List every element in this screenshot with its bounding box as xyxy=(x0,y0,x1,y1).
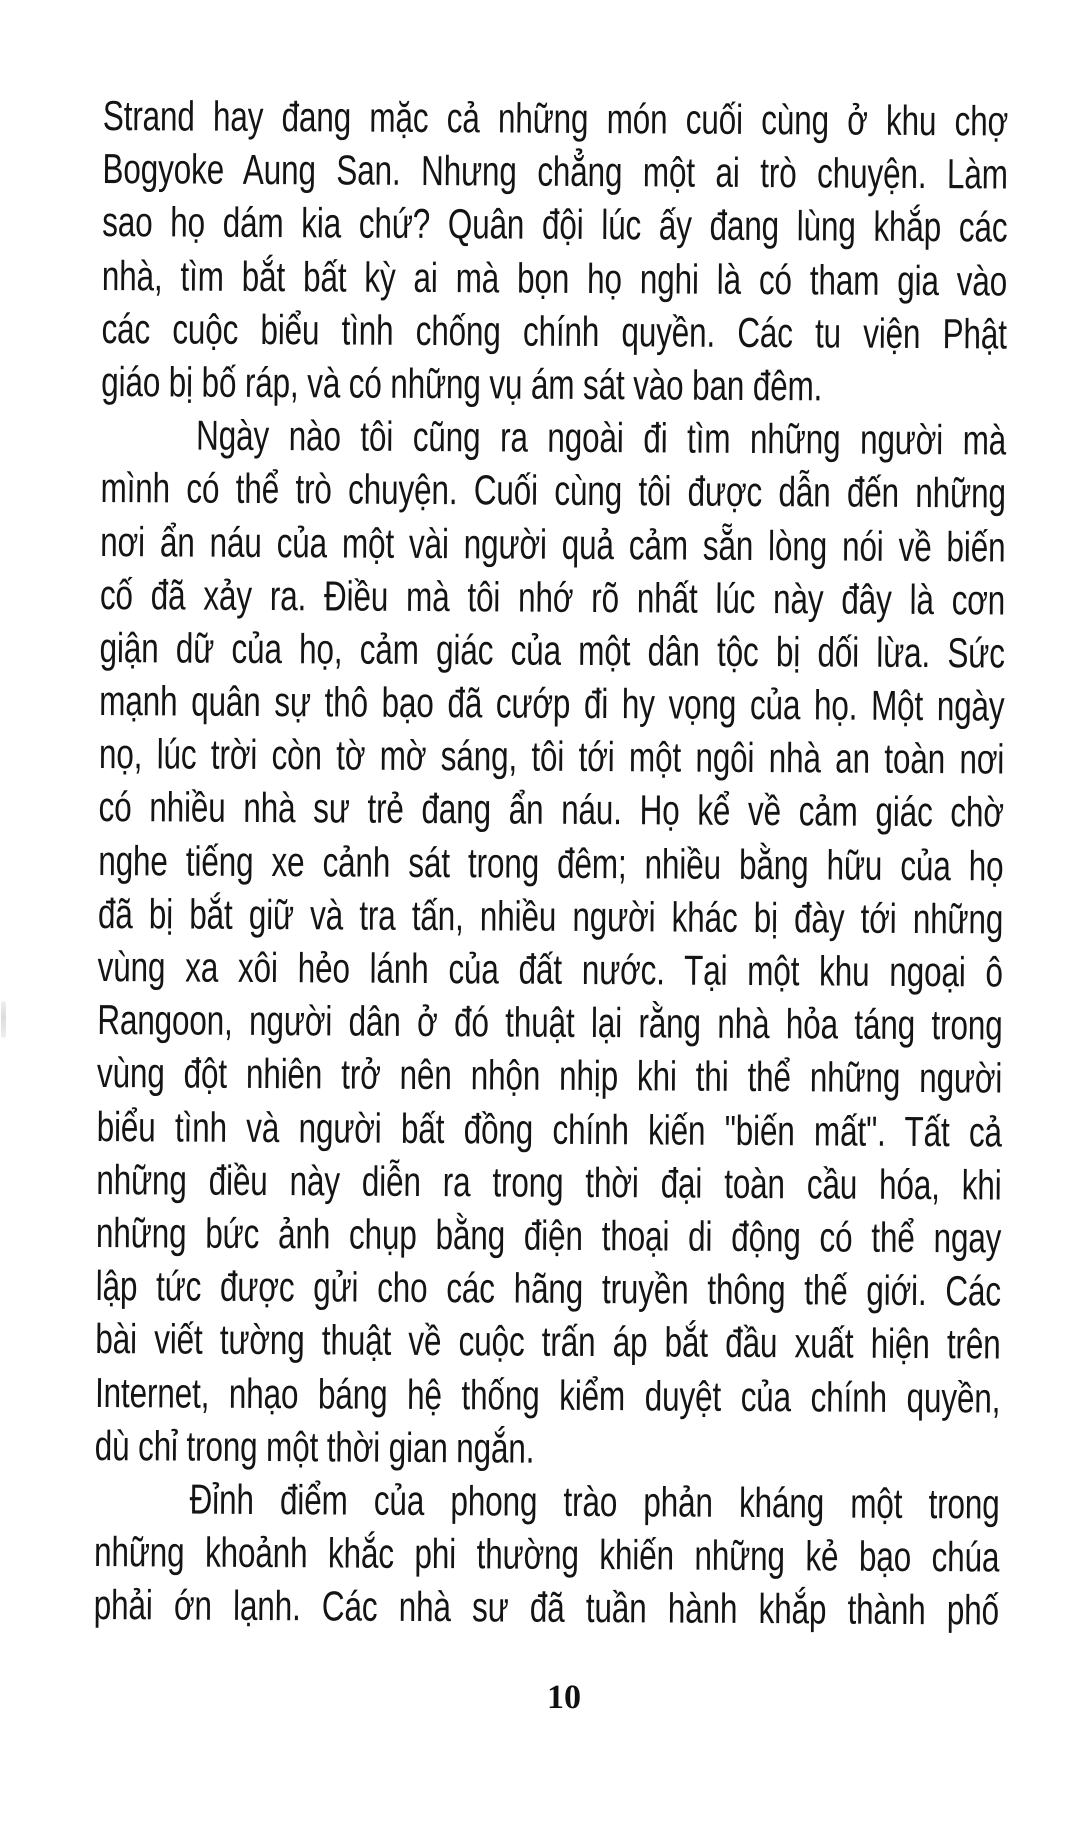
text-line: có nhiều nhà sư trẻ đang ẩn náu. Họ kể về cảm giác chờ xyxy=(98,783,1004,836)
text-line: lập tức được gửi cho các hãng truyền thông thế giới. Các xyxy=(95,1262,1002,1315)
text-line: sao họ dám kia chứ? Quân đội lúc ấy đang lùng khắp các xyxy=(102,198,1008,251)
text-line: giận dữ của họ, cảm giác của một dân tộc bị dối lừa. Sức xyxy=(99,623,1005,677)
text-line: nọ, lúc trời còn tờ mờ sáng, tôi tới một ngôi nhà an toàn nơi xyxy=(98,730,1005,783)
text-line: biểu tình và người bất đồng chính kiến "biến mất". Tất cả xyxy=(96,1102,1003,1156)
paragraph xyxy=(94,1472,1000,1637)
text-line: đã bị bắt giữ và tra tấn, nhiều người khác bị đày tới những xyxy=(97,889,1004,943)
text-line: vùng xa xôi hẻo lánh của đất nước. Tại một khu ngoại ô xyxy=(97,942,1004,996)
text-line: Internet, nhạo báng hệ thống kiểm duyệt của chính quyền, xyxy=(94,1368,1001,1422)
scan-artifact-mark xyxy=(1,1001,6,1038)
text-line: bài viết tường thuật về cuộc trấn áp bắt đầu xuất hiện trên xyxy=(95,1315,1001,1368)
text-line: Ngày nào tôi cũng ra ngoài đi tìm những người mà xyxy=(195,411,1007,464)
body-text xyxy=(94,89,1009,1637)
text-line: mạnh quân sự thô bạo đã cướp đi hy vọng của họ. Một ngày xyxy=(99,677,1005,730)
text-line: Bogyoke Aung San. Nhưng chẳng một ai trò chuyện. Làm xyxy=(102,145,1008,198)
text-line: nghe tiếng xe cảnh sát trong đêm; nhiều bằng hữu của họ xyxy=(98,836,1004,890)
text-line: nhà, tìm bắt bất kỳ ai mà bọn họ nghi là có tham gia vào xyxy=(101,251,1008,305)
text-line: mình có thể trò chuyện. Cuối cùng tôi được dẫn đến những xyxy=(100,464,1006,517)
text-line: cố đã xảy ra. Điều mà tôi nhớ rõ nhất lúc này đây là cơn xyxy=(99,570,1006,624)
text-line: những điều này diễn ra trong thời đại toàn cầu hóa, khi xyxy=(96,1155,1002,1209)
text-line: các cuộc biểu tình chống chính quyền. Các tu viện Phật xyxy=(101,304,1007,358)
text-line: vùng đột nhiên trở nên nhộn nhịp khi thi thể những người xyxy=(96,1049,1003,1102)
paragraph xyxy=(95,408,1007,1477)
page-number: 10 xyxy=(546,1678,582,1717)
text-line: những khoảnh khắc phi thường khiến những kẻ bạo chúa xyxy=(93,1528,1000,1581)
text-line: những bức ảnh chụp bằng điện thoại di động có thể ngay xyxy=(95,1208,1002,1262)
text-line: Rangoon, người dân ở đó thuật lại rằng nhà hỏa táng trong xyxy=(97,996,1003,1049)
text-line: Đỉnh điểm của phong trào phản kháng một trong xyxy=(189,1475,1000,1528)
paragraph xyxy=(101,89,1008,414)
text-line: Strand hay đang mặc cả những món cuối cùng ở khu chợ xyxy=(102,91,1009,145)
text-line: phải ớn lạnh. Các nhà sư đã tuần hành khắp thành phố xyxy=(93,1581,1000,1634)
text-line: dù chỉ trong một thời gian ngắn. xyxy=(94,1421,535,1472)
text-line: nơi ẩn náu của một vài người quả cảm sẵn lòng nói về biến xyxy=(100,517,1006,571)
text-line: giáo bị bố ráp, và có những vụ ám sát vào ban đêm. xyxy=(101,357,823,410)
